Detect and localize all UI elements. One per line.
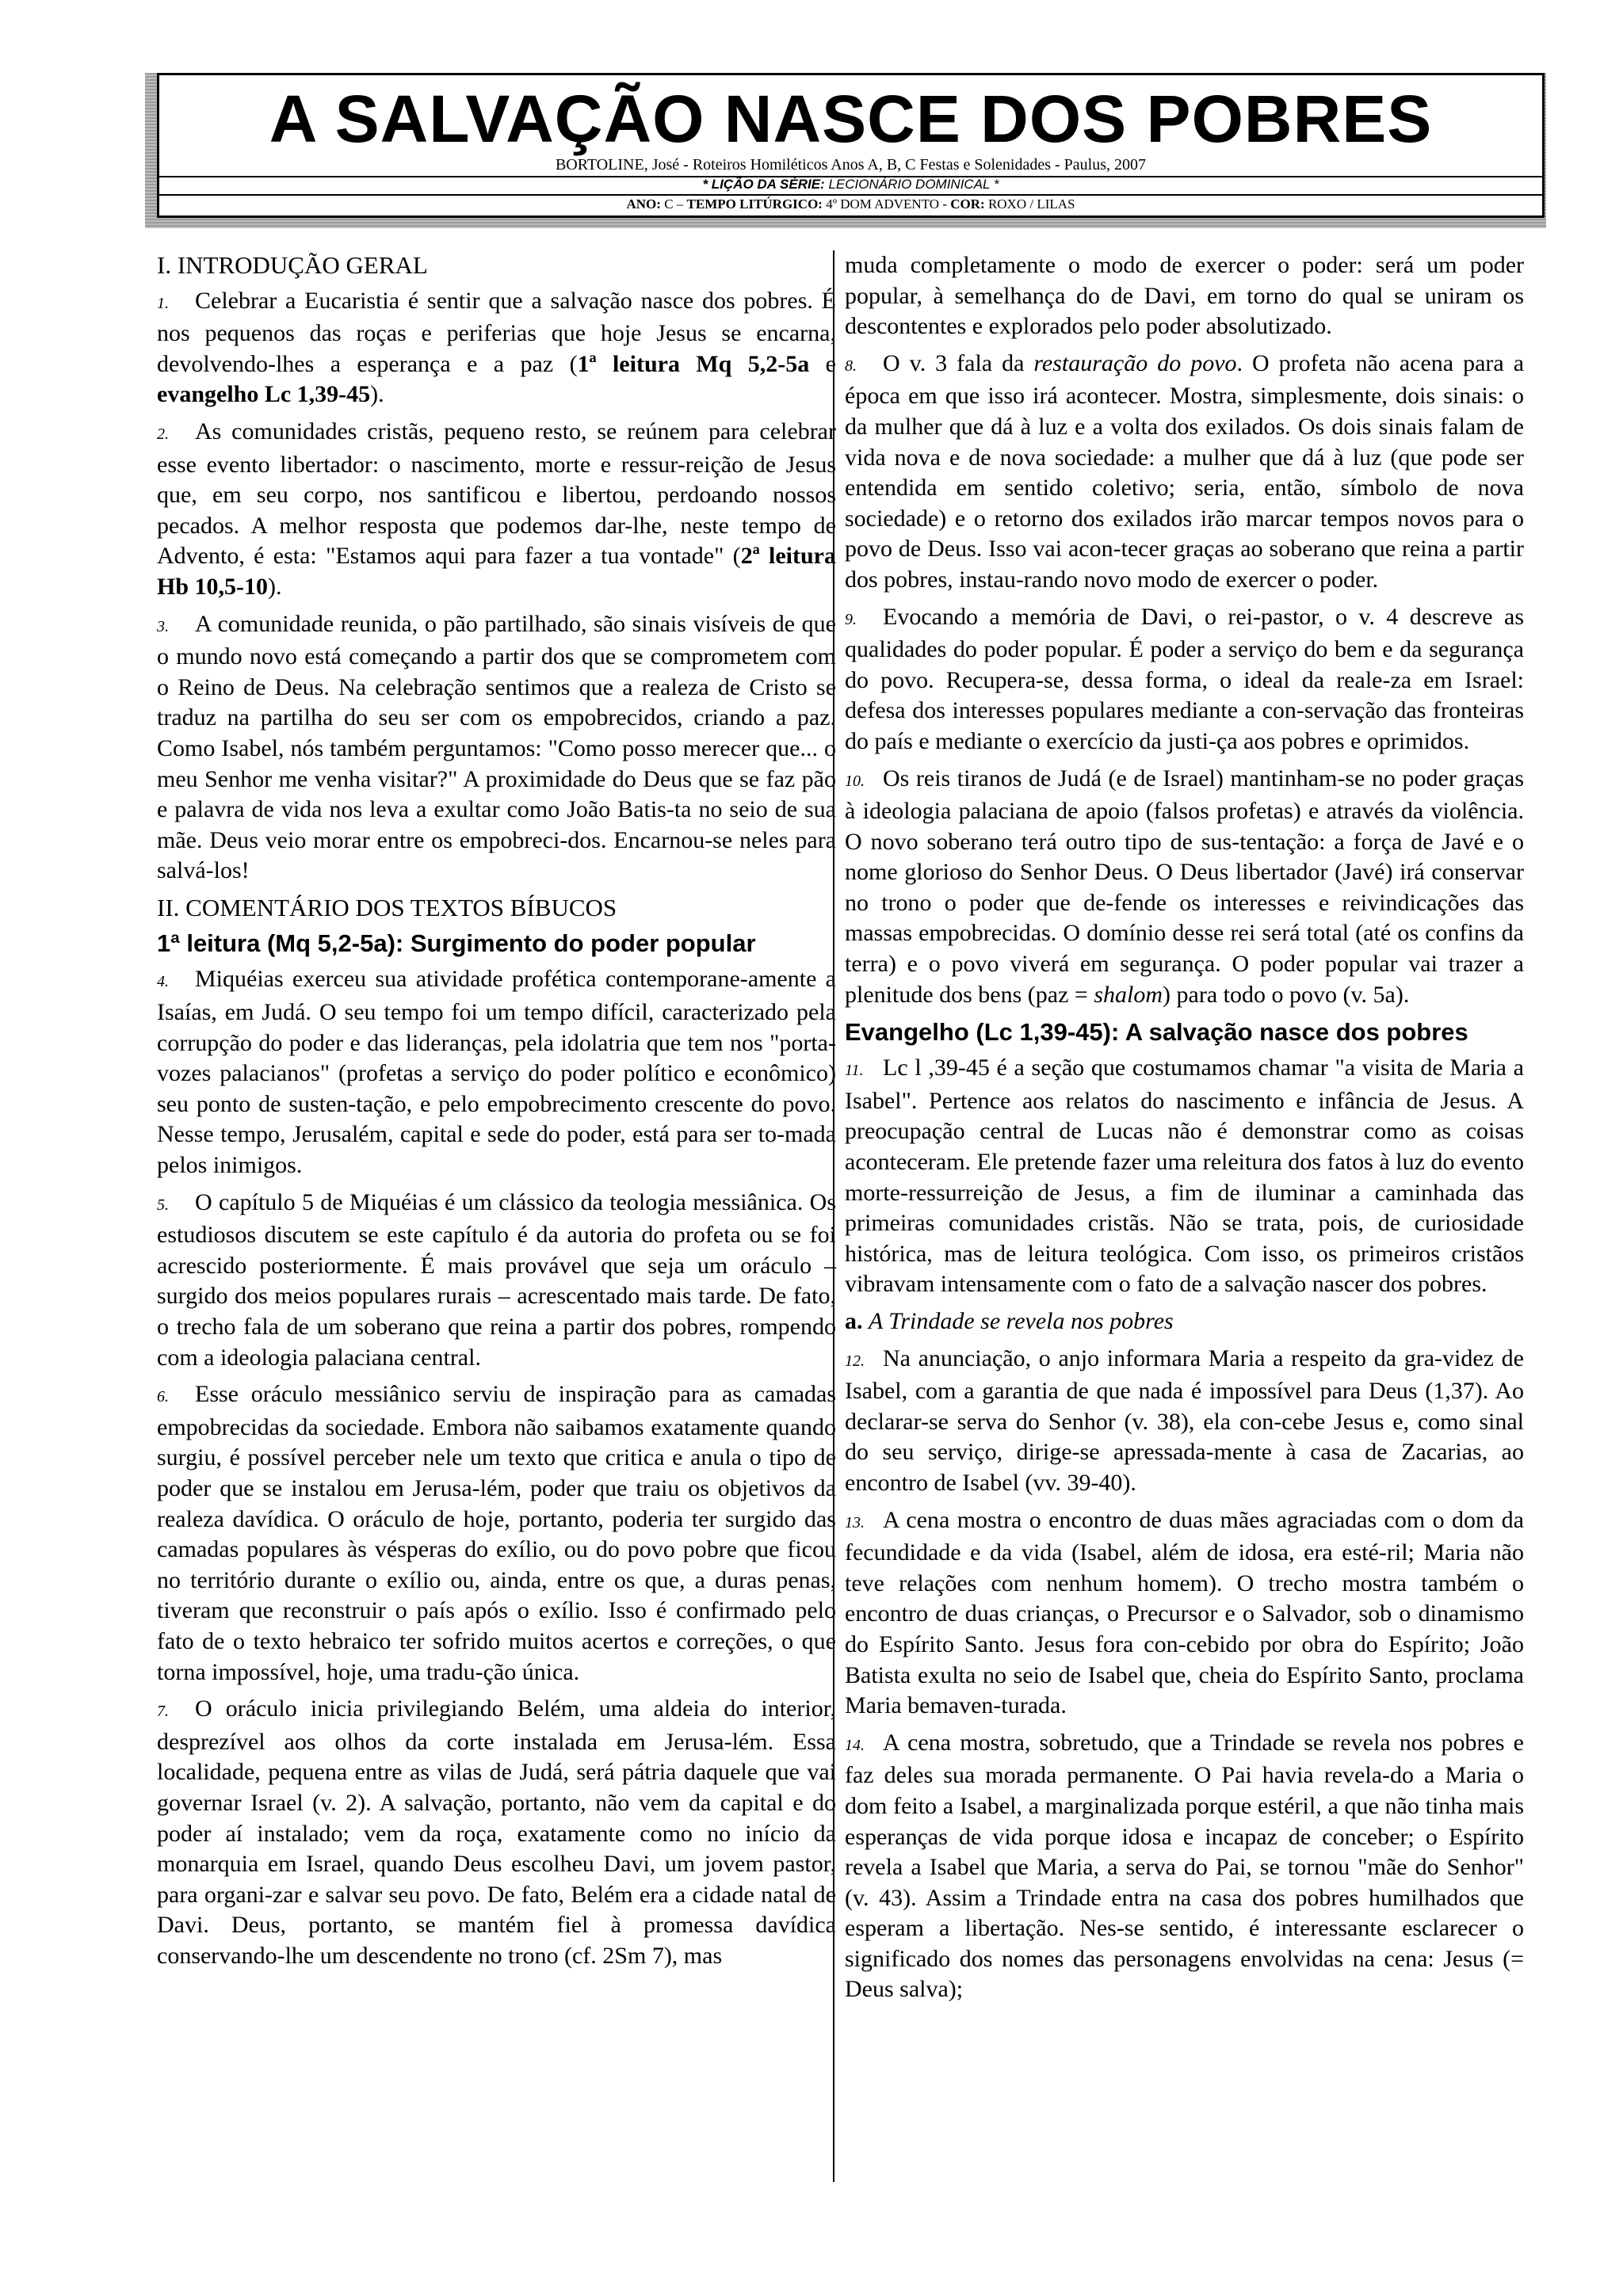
subsection-a-heading (845, 1306, 1524, 1337)
paragraph-10 (845, 764, 1524, 1011)
paragraph-13 (845, 1505, 1524, 1722)
paragraph-4 (157, 964, 836, 1180)
series-value: LECIONÁRIO DOMINICAL * (828, 177, 999, 192)
ano-value: C – (664, 196, 684, 212)
paragraph-11 (845, 1053, 1524, 1300)
paragraph-7 (157, 1694, 836, 1971)
paragraph-text: A comunidade reunida, o pão partilhado, são sinais visíveis de que o mundo novo está começando a partir dos que se comprometem com o Reino de Deus. Na celebração sentimos que a realeza de Cristo se traduz na partilha do seu ser com os empobrecidos, criando a paz. Como Isabel, nós também perguntamos: "Como posso merecer que... o meu Senhor me venha visitar?" A proximidade do Deus que se faz pão e palavra de vida nos leva a exultar como João Batis-ta no seio de sua mãe. Deus veio morar entre os empobreci-dos. Encarnou-se neles para salvá-los! (157, 610, 836, 884)
paragraph-number: 10. (845, 772, 865, 790)
section-heading-commentary: II. COMENTÁRIO DOS TEXTOS BÍBUCOS (157, 893, 617, 921)
emphasis: restauração do povo (1033, 349, 1237, 376)
cor-value: ROXO / LILAS (987, 196, 1075, 212)
left-column (157, 250, 836, 1978)
paragraph-number: 4. (157, 973, 169, 991)
header-box (157, 73, 1545, 218)
right-column (845, 250, 1524, 2012)
subsection-letter: a. (845, 1308, 863, 1334)
paragraph-14 (845, 1728, 1524, 2005)
paragraph-2 (157, 417, 836, 603)
paragraph-text: Lc l ,39-45 é a seção que costumamos chamar "a visita de Maria a Isabel". Pertence aos relatos do nascimento e infância de Jesus. A preocupação central de Lucas não é demonstrar como as coisas aconteceram. Ele pretende fazer uma releitura dos fatos à luz do evento morte-ressurreição de Jesus, a fim de iluminar a caminhada das primeiras comunidades cristãs. Não se trata, pois, de curiosidade histórica, mas de leitura teológica. Com isso, os primeiros cristãos vibravam intensamente com o fato de a salvação nascer dos pobres. (845, 1055, 1524, 1298)
paragraph-number: 3. (157, 617, 169, 635)
paragraph-text: O v. 3 fala da (883, 349, 1034, 376)
paragraph-text: ). (268, 573, 282, 600)
ano-label: ANO: (626, 196, 661, 212)
paragraph-text: Esse oráculo messiânico serviu de inspiração para as camadas empobrecidas da sociedade. Embora não saibamos exatamente quando surgiu, é possível perceber nele um texto que critica e anula o tipo de poder que se instalou em Jerusa-lém, poder que traiu os objetivos da realeza davídica. O oráculo de hoje, portanto, poderia ter surgido das camadas populares às vésperas do exílio, ou do povo pobre que ficou no território durante o exílio ou, ainda, entre os que, a duras penas, tiveram que reconstruir o país após o exílio. Isso é confirmado pelo fato de o texto hebraico ter sofrido muitos acertos e correções, o que torna impossível, hoje, uma tradu-ção única. (157, 1381, 836, 1685)
page-title: A SALVAÇÃO NASCE DOS POBRES (269, 82, 1433, 156)
paragraph-text: ) para todo o povo (v. 5a). (1163, 981, 1410, 1008)
paragraph-text: A cena mostra o encontro de duas mães agraciadas com o dom da fecundidade e da vida (Isabel, além de idosa, era esté-ril; Maria não teve relações com nenhum homem). O trecho mostra também o encontro de duas crianças, o Precursor e o Salvador, sob o dinamismo do Espírito Santo. Jesus fora con-cebido por obra do Espírito; João Batista exulta no seio de Isabel que, cheia do Espírito Santo, proclama Maria bemaven-turada. (845, 1506, 1524, 1719)
paragraph-text: A cena mostra, sobretudo, que a Trindade se revela nos pobres e faz deles sua morada permanente. O Pai havia revela-do a Maria o dom feito a Isabel, a marginalizada porque estéril, a que não tinha mais esperanças de vida porque idosa e incapaz de conceber; o Espírito revela a Isabel que Maria, a serva do Pai, se tornou "mãe do Senhor" (v. 43). Assim a Trindade entra na casa dos pobres humilhados que esperam a libertação. Nes-se sentido, é interessante esclarecer o significado dos nomes das personagens envolvidas na cena: Jesus (= Deus salva); (845, 1729, 1524, 2003)
cor-label: COR: (950, 196, 985, 212)
paragraph-text: ). (370, 381, 384, 408)
series-label: * LIÇÃO DA SÉRIE: (702, 177, 825, 192)
tempo-value: 4º DOM ADVENTO - (826, 196, 947, 212)
paragraph-number: 6. (157, 1388, 169, 1406)
paragraph-number: 1. (157, 294, 169, 312)
paragraph-number: 2. (157, 425, 169, 443)
paragraph-number: 12. (845, 1352, 865, 1370)
paragraph-6 (157, 1379, 836, 1688)
paragraph-number: 9. (845, 610, 857, 628)
source-citation: BORTOLINE, José - Roteiros Homiléticos Anos A, B, C Festas e Solenidades - Paulus, 2007 (555, 156, 1147, 174)
reading-reference: 2ª leitura Hb 10,5-10 (157, 543, 836, 600)
paragraph-8 (845, 349, 1524, 596)
column-divider (833, 250, 834, 2182)
paragraph-12 (845, 1344, 1524, 1499)
paragraph-5 (157, 1188, 836, 1374)
paragraph-3 (157, 609, 836, 887)
paragraph-text: Os reis tiranos de Judá (e de Israel) mantinham-se no poder graças à ideologia palaciana de apoio (falsos profetas) e através da violência. O novo soberano terá outro tipo de sus-tentação: a força de Javé e o nome glorioso do Senhor Deus. O Deus libertador (Javé) irá conservar no trono o poder que de-fende os interesses e reivindicações das massas empobrecidas. O domínio desse rei será total (até os confins da terra) e o povo viverá em segurança. O poder popular vai trazer a plenitude dos bens (paz = (845, 765, 1524, 1008)
paragraph-text: O oráculo inicia privilegiando Belém, uma aldeia do interior, desprezível aos olhos da corte instalada em Jerusa-lém. Essa localidade, pequena entre as vilas de Judá, será pátria daquele que vai governar Israel (v. 2). A salvação, portanto, não vem da capital e do poder aí instalado; vem da roça, exatamente como no início da monarquia em Israel, quando Deus escolheu Davi, um jovem pastor, para organi-zar e salvar seu povo. De fato, Belém era a cidade natal de Davi. Deus, portanto, se mantém fiel à promessa davídica conservando-lhe um descendente no trono (cf. 2Sm 7), mas (157, 1695, 836, 1969)
section-heading-intro: I. INTRODUÇÃO GERAL (157, 251, 428, 279)
emphasis: shalom (1094, 981, 1163, 1008)
paragraph-7-continued: muda completamente o modo de exercer o poder: será um poder popular, à semelhança do de Davi, em torno do qual se uniram os descontentes e explorados pelo poder absolutizado. (845, 252, 1524, 340)
paragraph-number: 7. (157, 1703, 169, 1721)
reading-reference: evangelho Lc 1,39-45 (157, 381, 371, 408)
liturgy-line (159, 196, 1542, 212)
paragraph-text: . O profeta não acena para a época em que isso irá acontecer. Mostra, simplesmente, dois sinais: o da mulher que dá à luz e a volta dos exilados. Os dois sinais falam de vida nova e de nova sociedade: a mulher que dá à luz (que pode ser entendida em sentido coletivo; seria, então, símbolo de nova sociedade) e o retorno dos exilados irão marcar tempos novos para o povo de Deus. Isso vai acon-tecer graças ao soberano que reina a partir dos pobres, instau-rando novo modo de exercer o poder. (845, 349, 1525, 593)
series-line (159, 177, 1542, 193)
paragraph-text: e (809, 350, 836, 377)
header-divider (159, 194, 1542, 196)
paragraph-number: 14. (845, 1736, 865, 1754)
paragraph-text: Na anunciação, o anjo informara Maria a respeito da gra-videz de Isabel, com a garantia de que nada é impossível para Deus (1,37). Ao declarar-se serva do Senhor (v. 38), ela con-cebe Jesus e, como sinal do seu serviço, dirige-se apressada-mente à casa de Zacarias, ao encontro de Isabel (vv. 39-40). (845, 1344, 1524, 1496)
paragraph-text: As comunidades cristãs, pequeno resto, se reúnem para celebrar esse evento libertador: o nascimento, morte e ressur-reição de Jesus que, em seu corpo, nos santificou e libertou, perdoando nossos pecados. A melhor resposta que podemos dar-lhe, neste tempo de Advento, é esta: "Estamos aqui para fazer a tua vontade" ( (157, 418, 836, 570)
reading-reference: 1ª leitura Mq 5,2-5a (577, 350, 810, 377)
paragraph-text: Celebrar a Eucaristia é sentir que a salvação nasce dos pobres. É nos pequenos das roças e periferias que hoje Jesus se encarna, devolvendo-lhes a esperança e a paz ( (157, 287, 836, 377)
subsection-title: A Trindade se revela nos pobres (869, 1308, 1174, 1334)
paragraph-1 (157, 286, 836, 410)
paragraph-text: Miquéias exerceu sua atividade profética contemporane-amente a Isaías, em Judá. O seu tempo foi um tempo difícil, caracterizado pela corrupção do poder e das lideranças, pela idolatria que tem nos "porta-vozes palacianos" (profetas a serviço do poder político e econômico) seu ponto de susten-tação, e pelo empobrecimento crescente do povo. Nesse tempo, Jerusalém, capital e sede do poder, está para ser to-mada pelos inimigos. (157, 966, 836, 1179)
paragraph-text: Evocando a memória de Davi, o rei-pastor, o v. 4 descreve as qualidades do poder popular. É poder a serviço do bem e da segurança do povo. Recupera-se, dessa forma, o ideal da reale-za em Israel: defesa dos interesses populares mediante a con-servação das fronteiras do país e mediante o exercício da justi-ça aos pobres e oprimidos. (845, 603, 1524, 754)
tempo-label: TEMPO LITÚRGICO: (686, 196, 823, 212)
paragraph-number: 11. (845, 1062, 864, 1080)
paragraph-text: O capítulo 5 de Miquéias é um clássico da teologia messiânica. Os estudiosos discutem se este capítulo é da autoria do profeta ou se foi acrescido posteriormente. É mais provável que seja um oráculo – surgido dos meios populares rurais – acrescentado mais tarde. De fato, o trecho fala de um soberano que reina a partir dos pobres, rompendo com a ideologia palaciana central. (157, 1188, 836, 1371)
paragraph-number: 8. (845, 357, 857, 375)
paragraph-number: 5. (157, 1196, 169, 1214)
paragraph-number: 13. (845, 1513, 865, 1531)
gospel-heading: Evangelho (Lc 1,39-45): A salvação nasce dos pobres (845, 1018, 1468, 1047)
reading1-heading: 1ª leitura (Mq 5,2-5a): Surgimento do poder popular (157, 929, 756, 958)
paragraph-9 (845, 602, 1524, 757)
